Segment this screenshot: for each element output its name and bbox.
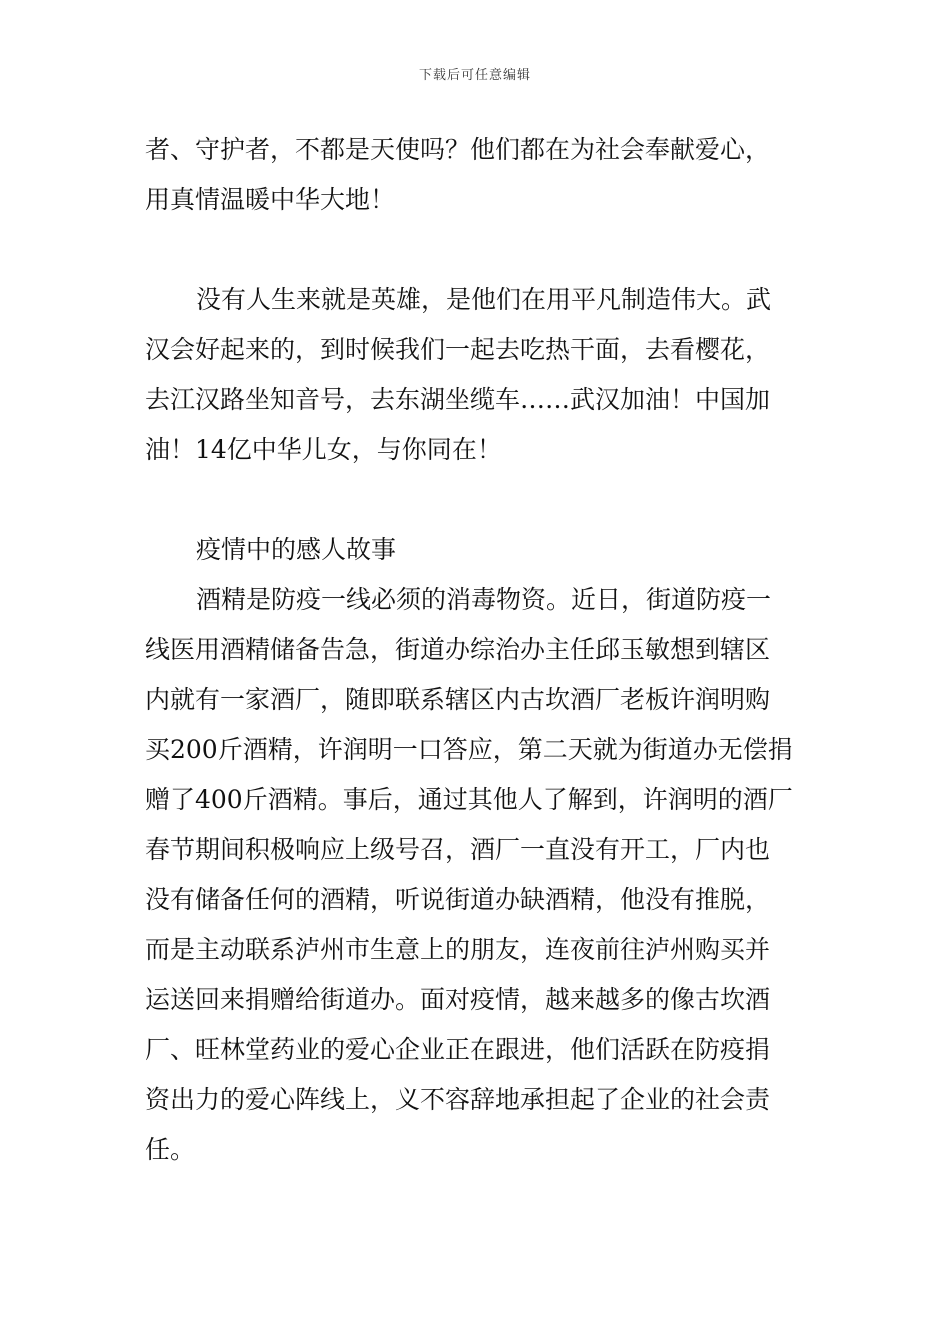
paragraph-3-line-6: 春节期间积极响应上级号召，酒厂一直没有开工，厂内也 xyxy=(145,835,771,864)
page-header-note: 下载后可任意编辑 xyxy=(418,68,531,83)
paragraph-2-line-4: 油！14亿中华儿女，与你同在！ xyxy=(145,435,502,464)
paragraph-2-line-3: 去江汉路坐知音号，去东湖坐缆车……武汉加油！中国加 xyxy=(145,385,771,414)
paragraph-3-line-1: 酒精是防疫一线必须的消毒物资。近日，街道防疫一 xyxy=(196,585,772,614)
paragraph-3-line-5: 赠了400斤酒精。事后，通过其他人了解到，许润明的酒厂 xyxy=(145,785,793,814)
paragraph-1-line-1: 者、守护者，不都是天使吗？他们都在为社会奉献爱心， xyxy=(145,135,771,164)
paragraph-2-line-1: 没有人生来就是英雄，是他们在用平凡制造伟大。武 xyxy=(196,285,772,314)
paragraph-3-line-11: 资出力的爱心阵线上，义不容辞地承担起了企业的社会责 xyxy=(145,1085,771,1114)
paragraph-3-line-2: 线医用酒精储备告急，街道办综治办主任邱玉敏想到辖区 xyxy=(145,635,771,664)
paragraph-3-line-10: 厂、旺林堂药业的爱心企业正在跟进，他们活跃在防疫捐 xyxy=(145,1035,771,1064)
paragraph-3-line-9: 运送回来捐赠给街道办。面对疫情，越来越多的像古坎酒 xyxy=(145,985,771,1014)
paragraph-3-line-8: 而是主动联系泸州市生意上的朋友，连夜前往泸州购买并 xyxy=(145,935,771,964)
section-heading: 疫情中的感人故事 xyxy=(196,535,397,564)
paragraph-3-line-3: 内就有一家酒厂，随即联系辖区内古坎酒厂老板许润明购 xyxy=(145,685,771,714)
paragraph-3-line-4: 买200斤酒精，许润明一口答应，第二天就为街道办无偿捐 xyxy=(145,735,793,764)
paragraph-3-line-12: 任。 xyxy=(145,1135,196,1164)
paragraph-1-line-2: 用真情温暖中华大地！ xyxy=(145,185,396,214)
paragraph-2-line-2: 汉会好起来的，到时候我们一起去吃热干面，去看樱花， xyxy=(145,335,771,364)
paragraph-3-line-7: 没有储备任何的酒精，听说街道办缺酒精，他没有推脱， xyxy=(145,885,771,914)
